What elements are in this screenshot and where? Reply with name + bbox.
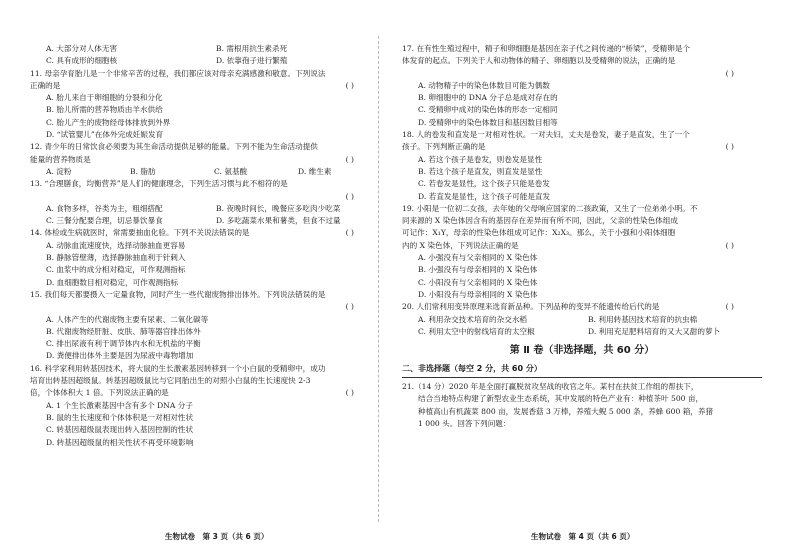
option-b: B. 需根用抗生素杀死: [216, 44, 288, 53]
q16-option-a: A. 1 个生长激素基因中含有多个 DNA 分子: [46, 400, 193, 410]
q14-stem-text: 14. 体检或生病就医时，常需要抽血化验。下列不关说法错误的是: [30, 228, 250, 238]
q14-option-b: B. 静脉管壁薄，选择静脉抽血利于针刺入: [46, 253, 186, 263]
q16-stem-line2: 培育出转基因超级鼠。转基因超级鼠比与它同胎出生的对照小白鼠的生长速度快 2-3: [30, 376, 311, 386]
q20-options-row2: [402, 326, 762, 338]
q19-stem-text: 内的 X 染色体，下列说法正确的是: [402, 240, 519, 250]
q17-stem-line1: 17. 在有性生殖过程中，精子和卵细胞是基因在亲子代之间传递的“桥梁”，受精卵是个: [402, 44, 691, 53]
q19-option-d: D. 小阳没有与母亲相同的 X 染色体: [418, 289, 538, 299]
q14-stem: [30, 227, 382, 239]
q16-option-c: C. 转基因超级鼠表现出转入基因控制的性状: [46, 425, 194, 435]
q10-options-row1: [30, 43, 382, 55]
q15-option-a: A. 人体产生的代谢废物主要有尿素、二氧化碳等: [46, 314, 209, 324]
option-c: C. 具有成形的细胞核: [46, 56, 118, 66]
answer-blank: ( ): [725, 240, 734, 250]
option-d: D. 利用充足肥料培育的又大又甜的萝卜: [588, 326, 721, 336]
q17-option-c: C. 受精卵中成对的染色体的形态一定相同: [418, 105, 558, 115]
q18-option-a: A. 若这个孩子是卷发，则卷发是显性: [418, 154, 543, 164]
answer-blank: ( ): [725, 142, 734, 152]
q11-stem-line2: [30, 80, 382, 92]
q20-stem: [402, 301, 762, 313]
q21-line1: 21.（14 分）2020 年是全面打赢脱贫攻坚战的收官之年。某村在扶贫工作组的帮扶下，: [402, 382, 699, 392]
answer-blank: ( ): [725, 68, 734, 78]
q11-option-b: B. 胎儿所需的营养物质由羊水供给: [46, 105, 163, 115]
section-title: 第 Ⅱ 卷（非选择题，共 60 分）: [509, 345, 655, 357]
option-c: C. 氨基酸: [214, 166, 248, 176]
q12-stem-text: 能量的营养物质是: [30, 154, 91, 164]
q19-stem-line4: [402, 240, 762, 252]
q18-option-b: B. 若这个孩子是直发，则直发是显性: [418, 166, 543, 176]
q18-option-d: D. 若直发是显性，这个孩子可能是直发: [418, 191, 551, 201]
q15-option-c: C. 排出尿液有利于调节体内水和无机盐的平衡: [46, 339, 201, 349]
q17-stem-line2: 体发育的起点。下列关于人和动物体的精子、卵细胞以及受精卵的说法，正确的是: [402, 56, 676, 66]
q14-option-d: D. 血细胞数目相对稳定，可作观测指标: [46, 277, 179, 287]
q17-option-b: B. 卵细胞中的 DNA 分子总是成对存在的: [418, 93, 558, 103]
q12-stem: 12. 青少年的日常饮食必须要为其生命活动提供足够的能量。下列不能为生命活动提供: [30, 142, 318, 152]
page-4-column: [402, 43, 762, 430]
q11-option-d: D. “试管婴儿”在体外完成妊娠发育: [46, 130, 164, 140]
q15-option-d: D. 粪便排出体外主要是因为尿液中毒物增加: [46, 351, 194, 361]
q14-option-c: C. 血浆中的成分相对稳定，可作观测指标: [46, 265, 186, 275]
q11-option-a: A. 胎儿来自于卵细胞的分裂和分化: [46, 93, 163, 103]
option-a: A. 利用杂交技术培育的杂交水稻: [418, 314, 528, 324]
answer-blank: ( ): [345, 191, 354, 201]
q18-stem-line1: 18. 人的卷发和直发是一对相对性状。一对夫妇，丈夫是卷发，妻子是直发，生了一个: [402, 130, 690, 140]
part-two-title: 二、非选择题（每空 2 分，共 60 分）: [402, 362, 762, 378]
q12-options: [30, 166, 382, 178]
q19-option-a: A. 小强没有与父亲相同的 X 染色体: [418, 253, 538, 263]
q16-option-d: D. 转基因超级鼠的相关性状不再受环境影响: [46, 437, 194, 447]
answer-blank: ( ): [345, 388, 354, 398]
q15-stem: 15. 我们每天都要摄入一定量食物，同时产生一些代谢废物排出体外。下列说法错误的是: [30, 289, 326, 299]
q17-option-a: A. 动物精子中的染色体数目可能为偶数: [418, 80, 550, 90]
page-divider: [378, 36, 379, 522]
q16-stem-text: 倍，个体体积大 1 倍。下列说法正确的是: [30, 388, 169, 398]
q19-option-b: B. 小强没有与母亲相同的 X 染色体: [418, 265, 538, 275]
q19-stem-line3: 可记作：X₁Y，母亲的性染色体组成可记作：X₂X₃。那么，关于小强和小阳体细胞: [402, 228, 676, 238]
q17-option-d: D. 受精卵中的染色体数目和基因数目相等: [418, 117, 558, 127]
q11-stem-text: 正确的是: [30, 80, 61, 90]
option-b: B. 夜晚时间长，晚餐应多吃肉少吃菜: [216, 203, 341, 213]
option-b: B. 脂肪: [130, 166, 156, 176]
q16-stem-line1: 16. 科学家利用转基因技术，将大鼠的生长激素基因转移到一个小白鼠的受精卵中，成功: [30, 363, 326, 373]
q21-line2: 结合当地特点构建了新型农业生态系统，其中发展的特色产业有：种植茶叶 500 亩，: [418, 394, 704, 404]
q16-option-b: B. 鼠的生长速度和个体体积是一对相对性状: [46, 412, 194, 422]
q18-option-c: C. 若卷发是显性，这个孩子只能是卷发: [418, 179, 550, 189]
answer-blank: ( ): [725, 302, 734, 312]
page-3-column: [30, 43, 382, 449]
answer-blank: ( ): [345, 302, 354, 312]
q20-options-row1: [402, 314, 762, 326]
q13-stem: 13. “合理膳食，均衡营养”是人们的健康理念，下列生活习惯与此不相符的是: [30, 179, 288, 189]
option-a: A. 淀粉: [46, 166, 72, 176]
q18-stem-line2: [402, 141, 762, 153]
answer-blank: ( ): [345, 154, 354, 164]
q14-option-a: A. 动脉血流速度快，选择动脉抽血更容易: [46, 240, 186, 250]
q15-option-b: B. 代谢废物经肝脏、皮肤、肺等器官排出体外: [46, 326, 201, 336]
page-footer: 生物试卷 第 4 页（共 6 页）: [531, 532, 635, 541]
option-d: D. 多吃蔬菜水果和薯类，但食不过量: [216, 216, 341, 226]
option-d: D. 维生素: [298, 166, 332, 176]
option-a: A. 食物多样，谷类为主，粗细搭配: [46, 203, 163, 213]
q13-options-row1: [30, 203, 382, 215]
q16-stem-line3: [30, 387, 382, 399]
q13-options-row2: [30, 215, 382, 227]
option-a: A. 大部分对人体无害: [46, 44, 118, 53]
q10-options-row2: [30, 55, 382, 67]
option-d: D. 依靠孢子进行繁殖: [216, 56, 288, 66]
answer-blank: ( ): [345, 80, 354, 90]
option-c: C. 三餐分配要合理，切忌暴饮暴食: [46, 216, 163, 226]
q19-stem-line2: 同来源的 X 染色体因含有的基因存在差异而有所不同，因此，父亲的性染色体组成: [402, 216, 679, 226]
q19-stem-line1: 19. 小阳是一位初二女孩，去年她的父母响应国家的二孩政策，又生了一位弟弟小明。不: [402, 203, 698, 213]
q21-line4: 1 000 头。回答下列问题：: [418, 419, 511, 429]
answer-blank: ( ): [345, 228, 354, 238]
q11-option-c: C. 胎儿产生的废物经母体排放到外界: [46, 117, 171, 127]
q19-option-c: C. 小阳没有与父亲相同的 X 染色体: [418, 277, 538, 287]
option-c: C. 利用太空中的射线培育的太空椒: [418, 326, 535, 336]
q11-stem: 11. 母亲孕育胎儿是一个非常辛苦的过程，我们都应该对母亲充满感激和敬意。下列说法: [30, 68, 326, 78]
page-footer: 生物试卷 第 3 页（共 6 页）: [165, 532, 269, 541]
q20-stem-text: 20. 人们常利用变异原理来选育新品种。下列品种的变异不能遗传给后代的是: [402, 302, 660, 312]
q21-line3: 种植高山有机蔬菜 800 亩，发展香菇 3 万棒，养殖大鲵 5 000 条，养蜂 600 箱，养猪: [418, 406, 714, 416]
option-b: B. 利用转基因技术培育的抗虫棉: [588, 314, 698, 324]
q12-stem-line2: [30, 154, 382, 166]
q18-stem-text: 孩子。下列判断正确的是: [402, 142, 486, 152]
